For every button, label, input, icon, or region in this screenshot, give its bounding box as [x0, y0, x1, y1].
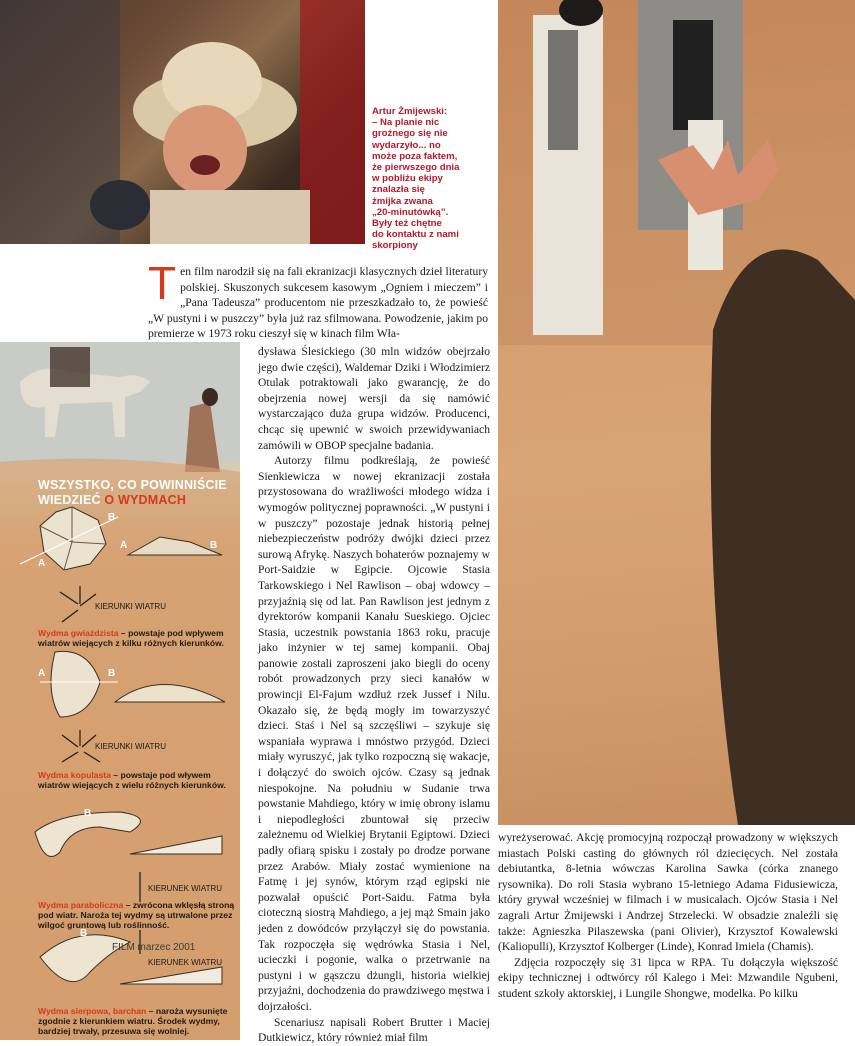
- caption-line: żmijka zwana: [372, 195, 433, 207]
- label-b: B: [80, 928, 88, 939]
- infographic-title-accent: O WYDMACH: [104, 493, 187, 507]
- dune-caption-dome: [38, 770, 238, 790]
- caption-line: może poza faktem,: [372, 150, 458, 162]
- wind-direction-label: KIERUNKI WIATRU: [95, 742, 166, 751]
- caption-line: wydarzyło... no: [372, 139, 441, 151]
- photo-actor-pith-helmet: [0, 0, 365, 244]
- label-b: B: [84, 808, 92, 819]
- caption-line: Artur Żmijewski:: [372, 106, 448, 117]
- dune-name: Wydma sierpowa, barchan: [38, 1006, 147, 1016]
- article-paragraph: wyreżyserować. Akcję promocyjną rozpoczął prowadzony w większych miastach Polski casting do głównych ról dziecięcych. Nel została debiutantka, 8-letnia wówczas Karolina Sawka (córka znanego rysownika). Do roli Stasia wybrano 15-letniego Adama Fidusiewicza, który grywał wcześniej w filmach i w musicalach. Ojców Stasia i Nel zagrali Artur Żmijewski i Andrzej Strzelecki. W obsadzie znaleźli się także: Agnieszka Pilaszewska (pani Olivier), Krzysztof Kowalewski (Kaliopulli), Krzysztof Kolberger (Linde), Konrad Imiela (Chamis).: [498, 831, 838, 954]
- caption-line: Były też chętne: [372, 218, 442, 230]
- dune-caption-barchan: [38, 1006, 238, 1037]
- caption-line: do kontaktu z nami: [372, 229, 459, 241]
- wind-direction-label: KIERUNKI WIATRU: [95, 602, 166, 611]
- dune-name: Wydma gwiaździsta: [38, 628, 119, 638]
- article-paragraph: en film narodził się na fali ekranizacji klasycznych dzieł literatury polskiej. Skuszonych sukcesem kasowym „Ogniem i mieczem” i „Pana Tadeusza” producentom nie przeszkadzało to, że powieść „W pustyni i w puszczy” była już raz sfilmowana. Powodzenie, jakim po premierze w 1973 roku cieszył się w kinach film Wła-: [148, 265, 488, 341]
- label-b: B: [210, 540, 218, 551]
- article-column-main: [258, 344, 490, 1046]
- dune-name: Wydma kopulasta: [38, 770, 111, 780]
- caption-line: w pobliżu ekipy: [372, 173, 443, 185]
- wind-direction-label: KIERUNEK WIATRU: [148, 884, 223, 893]
- label-a: A: [38, 558, 46, 569]
- caption-line: – Na planie nic: [372, 117, 440, 129]
- dunes-infographic: [0, 342, 240, 1040]
- photo-desert-illustration: [498, 0, 855, 825]
- label-b: B: [108, 512, 116, 523]
- infographic-title-part: WIEDZIEĆ: [38, 493, 105, 507]
- caption-line: że pierwszego dnia: [372, 162, 460, 174]
- photo-desert-scene: [498, 0, 855, 825]
- caption-line: znalazła się: [372, 184, 425, 196]
- caption-line: groźnego się nie: [372, 128, 448, 140]
- article-paragraph: Scenariusz napisali Robert Brutter i Maciej Dutkiewicz, który również miał film: [258, 1015, 490, 1045]
- dune-description: – naroża wysunięte zgodnie z kierunkiem wiatru. Środek wydmy, bardziej trwały, przesuwa się wolniej.: [38, 1006, 228, 1037]
- infographic-title: [38, 478, 227, 508]
- dune-description: – zwrócona wklęsłą stroną pod wiatr. Naroża tej wydmy są utrwalone przez wilgoć gruntową lub roślinność.: [38, 900, 235, 931]
- wind-direction-label: KIERUNEK WIATRU: [148, 958, 223, 967]
- article-column-bottom: [498, 830, 838, 1002]
- article-paragraph: Zdjęcia rozpoczęły się 31 lipca w RPA. Tu dołączyła większość ekipy technicznej i odtwórcy ról Kalego i Mei: Mzwandile Ngubeni, student szkoły aktorskiej, i Lungile Shongwe, modelka. Po kilku: [498, 955, 838, 1000]
- photo-actor-illustration: [0, 0, 365, 244]
- article-paragraph: dysława Ślesickiego (30 mln widzów obejrzało jego dwie części), Waldemar Dziki i Włodzimierz Otulak potraktowali jako gwarancję, że do obejrzenia nowej wersji da się namówić wystarczająco duża grupa widzów. Producenci, chcąc się upewnić w swoich przewidywaniach zamówili w OBOP specjalne badania.: [258, 345, 490, 452]
- dune-caption-star: [38, 628, 238, 648]
- caption-line: skorpiony: [372, 240, 418, 252]
- label-a: A: [38, 668, 46, 679]
- drop-cap: T: [148, 257, 177, 309]
- article-paragraph: Autorzy filmu podkreślają, że powieść Sienkiewicza w nowej ekranizacji została przystosowana do wrażliwości młodego widza i wymogów politycznej poprawności. „W pustyni i w puszczy” pozostaje jednak historią pełnej niebezpieczeństw podróży dwójki dzieci przez surową Afrykę. Naszych bohaterów poznajemy w Port-Saidzie w Egipcie. Ojcowie Stasia Tarkowskiego i Nel Rawlison – obaj wdowcy – przyjaźnią się od lat. Pan Rawlison jest jednym z dyrektorów kompanii Kanału Sueskiego. Ojciec Stasia, uczestnik powstania 1863 roku, pracuje jako inżynier w tej samej kompanii. Obaj panowie zostali zaproszeni jako biegli do oceny robót prowadzonych przy sieci kanałów w prowincji El-Fajum wzdłuż rzek Jussef i Nilu. Okazało się, że będą mogły im towarzyszyć dzieci. Staś i Nel są szczęśliwi – szykuje się wspaniała wyprawa i mnóstwo przygód. Dzieci miały wyruszyć, jak tylko rozpoczną się wakacje, i dołączyć do swoich ojców. Czasy są jednak niespokojne. Na południu w Sudanie trwa powstanie Mahdiego, który w imię obrony islamu i niepodległości zbuntował się przeciw zależnemu od Wielkiej Brytanii Egiptowi. Dzieci padły ofiarą spisku i zostały po drodze porwane przez Arabów. Miały zostać wymienione na Fatmę i jej synów, którym rząd egipski nie pozwalał opuścić Port-Saidu. Fatma była cioteczną siostrą Mahdiego, a jej mąż Smain jako jeden z dowódców przyłączył się do powstania. Tak rozpoczęła się wędrówka Stasia i Nel, ucieczki i pogonie, walka o przetrwanie na pustyni i w gąszczu dżungli, historia wielkiej przyjaźni, dochodzenia do prawdziwego męstwa i dojrzałości.: [258, 454, 490, 1013]
- issue-stamp: FILM marzec 2001: [112, 942, 196, 953]
- photo-caption: [372, 106, 490, 252]
- dune-description: – powstaje pod wpływem wiatrów wiejących z kilku różnych kierunków.: [38, 628, 224, 649]
- dune-description: – powstaje pod wływem wiatrów wiejących z wielu różnych kierunków.: [38, 770, 226, 791]
- caption-line: „20-minutówką”.: [372, 206, 449, 218]
- dune-caption-parabolic: [38, 900, 238, 931]
- dune-name: Wydma paraboliczna: [38, 900, 124, 910]
- label-a: A: [120, 540, 128, 551]
- infographic-title-line2: [38, 493, 227, 508]
- infographic-title-line1: WSZYSTKO, CO POWINNIŚCIE: [38, 478, 227, 492]
- label-b: B: [108, 668, 116, 679]
- article-intro: [148, 257, 488, 342]
- infographic-illustration: [0, 342, 240, 1040]
